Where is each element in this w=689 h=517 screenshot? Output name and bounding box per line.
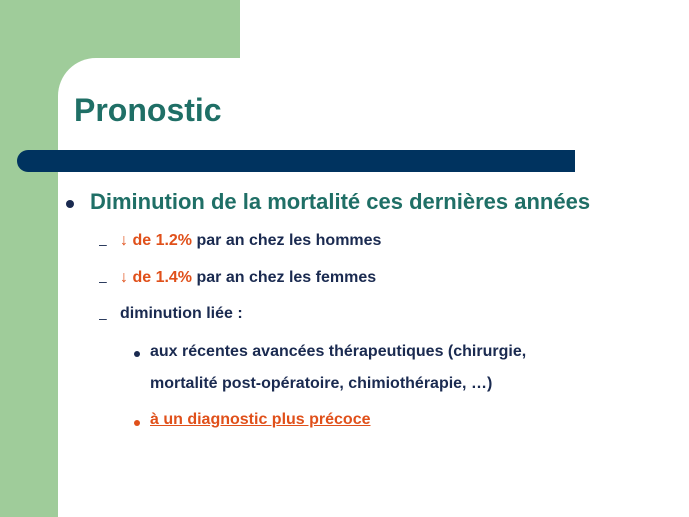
slide-title: Pronostic (74, 92, 222, 128)
dash-icon: – (99, 236, 107, 252)
dash-icon: – (99, 273, 107, 289)
early-diagnosis-text: à un diagnostic plus précoce (150, 411, 371, 428)
sub-sub-item-therapeutic-line2: mortalité post-opératoire, chimiothérapie, …) (150, 375, 493, 392)
bullet-dot-icon (134, 351, 140, 357)
sub-item-decrease-reason: diminution liée : (120, 305, 243, 322)
sub-item-men (120, 232, 381, 250)
sub-item-highlight: ↓ de 1.2% (120, 232, 193, 249)
bullet-dot-icon (66, 200, 74, 208)
dash-icon: – (99, 310, 107, 326)
sub-item-highlight: ↓ de 1.4% (120, 269, 193, 286)
sub-item-women (120, 269, 376, 287)
bullet-dot-icon (134, 420, 140, 426)
sub-sub-item-early-diagnosis (150, 411, 371, 429)
sub-sub-item-therapeutic-line1: aux récentes avancées thérapeutiques (chirurgie, (150, 343, 527, 360)
sub-item-text: par an chez les hommes (192, 232, 382, 249)
title-underline-bar (17, 150, 575, 172)
sub-item-text: par an chez les femmes (192, 269, 377, 286)
main-bullet-text: Diminution de la mortalité ces dernières années (90, 189, 591, 214)
